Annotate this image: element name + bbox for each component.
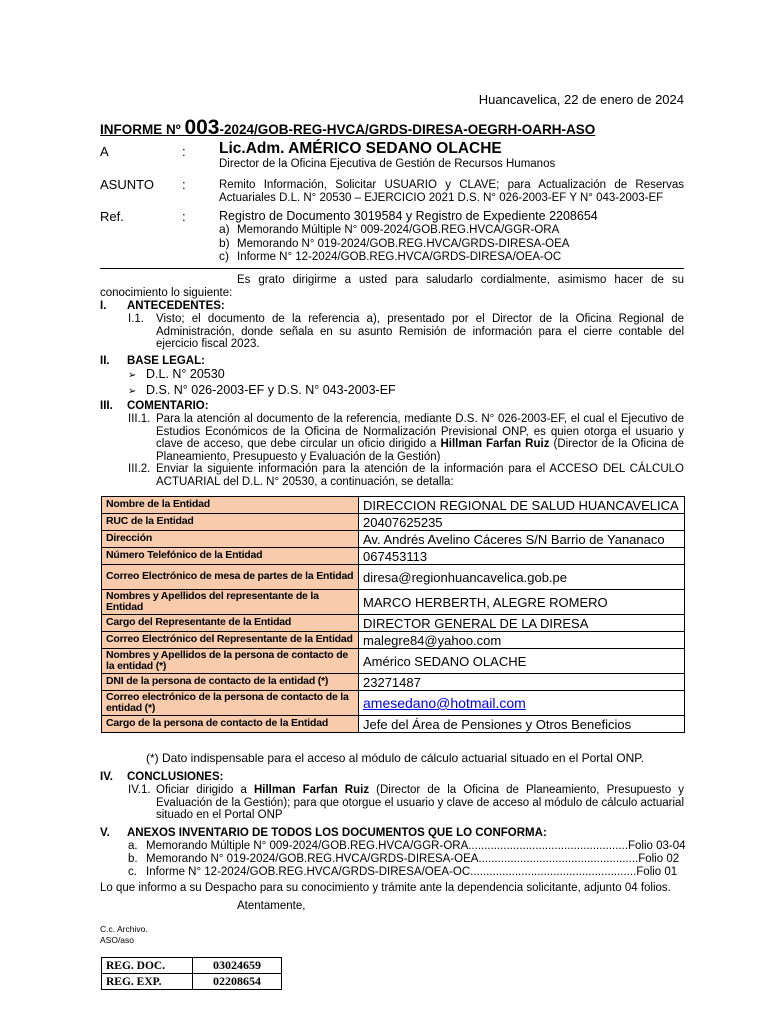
section-anexos-title <box>100 827 684 840</box>
item-label: III.2. <box>128 463 151 475</box>
entity-table-row <box>102 514 685 531</box>
entity-field-label: Dirección <box>102 531 359 548</box>
anexo-text: Informe N° 12-2024/GOB.REG.HVCA/GRDS-DIRESA/OEA-OC....................................................Folio 01 <box>146 866 678 878</box>
arrow-bullet-icon: ➢ <box>128 370 137 381</box>
anexo-text: Memorando Múltiple N° 009-2024/GOB.REG.HVCA/GGR-ORA..................................................Folio 03-04 <box>146 840 686 852</box>
section-title: ANTECEDENTES: <box>127 300 225 312</box>
entity-table-row <box>102 674 685 691</box>
colon-asunto: : <box>182 177 186 192</box>
intro-paragraph: Es grato dirigirme a usted para saludarlo cordialmente, asimismo hacer de su conocimiento lo siguiente: <box>100 274 684 299</box>
anexo-letter: c. <box>128 866 137 878</box>
item-text-b: (Director de la Oficina de Planeamiento, Presupuesto y Evaluación de la Gestión) <box>156 438 684 463</box>
entity-field-value: Jefe del Área de Pensiones y Otros Beneficios <box>359 716 685 733</box>
entity-field-value: 23271487 <box>359 674 685 691</box>
colon-a: : <box>182 144 186 159</box>
label-ref: Ref. <box>100 209 124 224</box>
entity-field-label: Nombre de la Entidad <box>102 497 359 514</box>
asunto-text: Remito Información, Solicitar USUARIO y CLAVE; para Actualización de Reservas Actuariales D.L. N° 20530 – EJERCICIO 2021 D.S. N° 026-2003-EF Y N° 043-2003-EF <box>219 179 684 204</box>
item-text-b: (Director de la Oficina de Planeamiento, Presupuesto y Evaluación de la Gestión); para que otorgue el usuario y clave de acceso al módulo de cálculo actuarial situado en el Portal ONP <box>156 784 684 822</box>
entity-table-row <box>102 497 685 514</box>
addressee-block <box>219 140 555 170</box>
cc-block <box>100 924 148 945</box>
informe-number <box>100 116 595 140</box>
entity-field-value: DIRECTOR GENERAL DE LA DIRESA <box>359 615 685 632</box>
base-legal-item <box>128 383 684 399</box>
entity-field-label: RUC de la Entidad <box>102 514 359 531</box>
item-text-bold: Hillman Farfan Ruiz <box>253 784 370 796</box>
item-label: I.1. <box>128 313 144 325</box>
reg-doc-label: REG. DOC. <box>102 958 193 974</box>
registry-box <box>101 957 282 990</box>
entity-table-row <box>102 716 685 733</box>
section-roman: I. <box>100 300 107 312</box>
label-asunto: ASUNTO <box>100 177 154 192</box>
section-title: CONCLUSIONES: <box>127 771 224 783</box>
item-text-a: Oficiar dirigido a <box>156 784 254 796</box>
reg-exp-value: 02208654 <box>193 974 282 990</box>
registry-row <box>102 974 282 990</box>
entity-table-row <box>102 590 685 615</box>
section-title: COMENTARIO: <box>127 400 209 412</box>
entity-table-row <box>102 531 685 548</box>
ref-item <box>219 237 684 251</box>
ref-text: Informe N° 12-2024/GOB.REG.HVCA/GRDS-DIRESA/OEA-OC <box>237 251 562 264</box>
section-comentario-title <box>100 400 684 413</box>
label-a: A <box>100 144 109 159</box>
item-text: Enviar la siguiente información para la atención de la información para el ACCESO DEL CÁLCULO ACTUARIAL del D.L. N° 20530, a continuación, se detalla: <box>156 463 684 488</box>
bullet-text: D.S. N° 026-2003-EF y D.S. N° 043-2003-EF <box>146 383 396 397</box>
ref-item <box>219 223 684 237</box>
colon-ref: : <box>182 209 186 224</box>
section-title: BASE LEGAL: <box>127 355 205 367</box>
table-footnote: (*) Dato indispensable para el acceso al módulo de cálculo actuarial situado en el Portal ONP. <box>146 751 645 765</box>
ref-main: Registro de Documento 3019584 y Registro de Expediente 2208654 <box>219 209 598 223</box>
section-roman: II. <box>100 355 110 367</box>
ref-text: Memorando N° 019-2024/GOB.REG.HVCA/GRDS-DIRESA-OEA <box>237 237 570 250</box>
ref-block <box>219 209 684 264</box>
item-text-bold: Hillman Farfan Ruiz <box>440 438 550 451</box>
item-text <box>156 413 684 463</box>
entity-field-value: diresa@regionhuancavelica.gob.pe <box>359 565 685 590</box>
registry-row <box>102 958 282 974</box>
ref-item <box>219 250 684 264</box>
document-date: Huancavelica, 22 de enero de 2024 <box>478 92 684 107</box>
entity-table-row <box>102 632 685 649</box>
contact-email-link[interactable]: amesedano@hotmail.com <box>359 691 685 716</box>
item-text <box>156 784 684 822</box>
reg-exp-label: REG. EXP. <box>102 974 193 990</box>
informe-num: 003 <box>184 116 220 139</box>
section-base-legal-title <box>100 355 684 368</box>
base-legal-list <box>128 367 684 399</box>
entity-field-value: 20407625235 <box>359 514 685 531</box>
arrow-bullet-icon: ➢ <box>128 386 137 397</box>
entity-field-value: MARCO HERBERTH, ALEGRE ROMERO <box>359 590 685 615</box>
bullet-text: D.L. N° 20530 <box>146 367 225 381</box>
anexo-letter: a. <box>128 840 138 852</box>
conclusiones-item <box>128 784 684 822</box>
entity-field-label: Nombres y Apellidos del representante de la Entidad <box>102 590 359 615</box>
entity-field-label: Número Telefónico de la Entidad <box>102 548 359 565</box>
entity-field-label: Nombres y Apellidos de la persona de contacto de la entidad (*) <box>102 649 359 674</box>
section-roman: IV. <box>100 771 114 783</box>
closing-paragraph: Lo que informo a su Despacho para su conocimiento y trámite ante la dependencia solicitante, adjunto 04 folios. <box>100 882 671 894</box>
anexo-item <box>128 853 679 865</box>
item-label: III.1. <box>128 413 151 425</box>
ref-list <box>219 223 684 264</box>
entity-table-row <box>102 649 685 674</box>
informe-prefix: INFORME Nº <box>100 122 185 137</box>
entity-field-value: DIRECCION REGIONAL DE SALUD HUANCAVELICA <box>359 497 685 514</box>
entity-table-row <box>102 691 685 716</box>
entity-field-label: Cargo de la persona de contacto de la Entidad <box>102 716 359 733</box>
section-roman: V. <box>100 827 110 839</box>
entity-field-value: malegre84@yahoo.com <box>359 632 685 649</box>
section-roman: III. <box>100 400 113 412</box>
ref-letter: a) <box>219 222 230 236</box>
addressee-title: Director de la Oficina Ejecutiva de Gestión de Recursos Humanos <box>219 158 556 170</box>
entity-table-row <box>102 548 685 565</box>
base-legal-item <box>128 367 684 383</box>
entity-field-label: Correo electrónico de la persona de contacto de la entidad (*) <box>102 691 359 716</box>
ref-letter: c) <box>219 249 229 264</box>
cc-line: ASO/aso <box>100 934 135 945</box>
antecedentes-item <box>128 313 684 351</box>
item-text: Visto; el documento de la referencia a), presentado por el Director de la Oficina Regional de Administración, donde señala en su asunto Remisión de información para el cierre contable del ejercicio fiscal 2023. <box>156 313 684 351</box>
anexo-item <box>128 866 677 878</box>
ref-letter: b) <box>219 235 230 250</box>
comentario-item-2 <box>128 463 684 488</box>
section-title: ANEXOS INVENTARIO DE TODOS LOS DOCUMENTOS QUE LO CONFORMA: <box>127 827 547 839</box>
cc-line: C.c. Archivo. <box>100 924 148 934</box>
entity-field-value: 067453113 <box>359 548 685 565</box>
entity-field-value: Av. Andrés Avelino Cáceres S/N Barrio de Yananaco <box>359 531 685 548</box>
ref-text: Memorando Múltiple N° 009-2024/GOB.REG.HVCA/GGR-ORA <box>237 224 560 236</box>
informe-suffix: -2024/GOB-REG-HVCA/GRDS-DIRESA-OEGRH-OARH-ASO <box>219 122 596 137</box>
section-antecedentes-title <box>100 300 684 313</box>
anexo-item <box>128 840 686 852</box>
header-divider <box>100 268 684 269</box>
anexo-letter: b. <box>128 853 138 865</box>
entity-field-label: Cargo del Representante de la Entidad <box>102 615 359 632</box>
entity-table-row <box>102 615 685 632</box>
addressee-name: Lic.Adm. AMÉRICO SEDANO OLACHE <box>219 140 502 157</box>
entity-field-label: Correo Electrónico del Representante de la Entidad <box>102 632 359 649</box>
entity-info-table <box>101 496 685 733</box>
reg-doc-value: 03024659 <box>193 958 282 974</box>
entity-field-value: Américo SEDANO OLACHE <box>359 649 685 674</box>
entity-table-row <box>102 565 685 590</box>
entity-field-label: DNI de la persona de contacto de la entidad (*) <box>102 674 359 691</box>
entity-field-label: Correo Electrónico de mesa de partes de la Entidad <box>102 565 359 590</box>
section-conclusiones-title <box>100 771 684 784</box>
salutation: Atentamente, <box>237 900 306 912</box>
comentario-item-1 <box>128 413 684 463</box>
anexo-text: Memorando N° 019-2024/GOB.REG.HVCA/GRDS-DIRESA-OEA..................................................Folio 02 <box>146 853 680 865</box>
item-text-a: Para la atención al documento de la referencia, mediante D.S. N° 026-2003-EF, el cual el Ejecutivo de Estudios Económicos de la Oficina de Normalización Previsional ONP, es quien otorga el usuario y clave de acceso, que debe circular un oficio dirigido a <box>156 413 684 451</box>
item-label: IV.1. <box>128 784 151 796</box>
